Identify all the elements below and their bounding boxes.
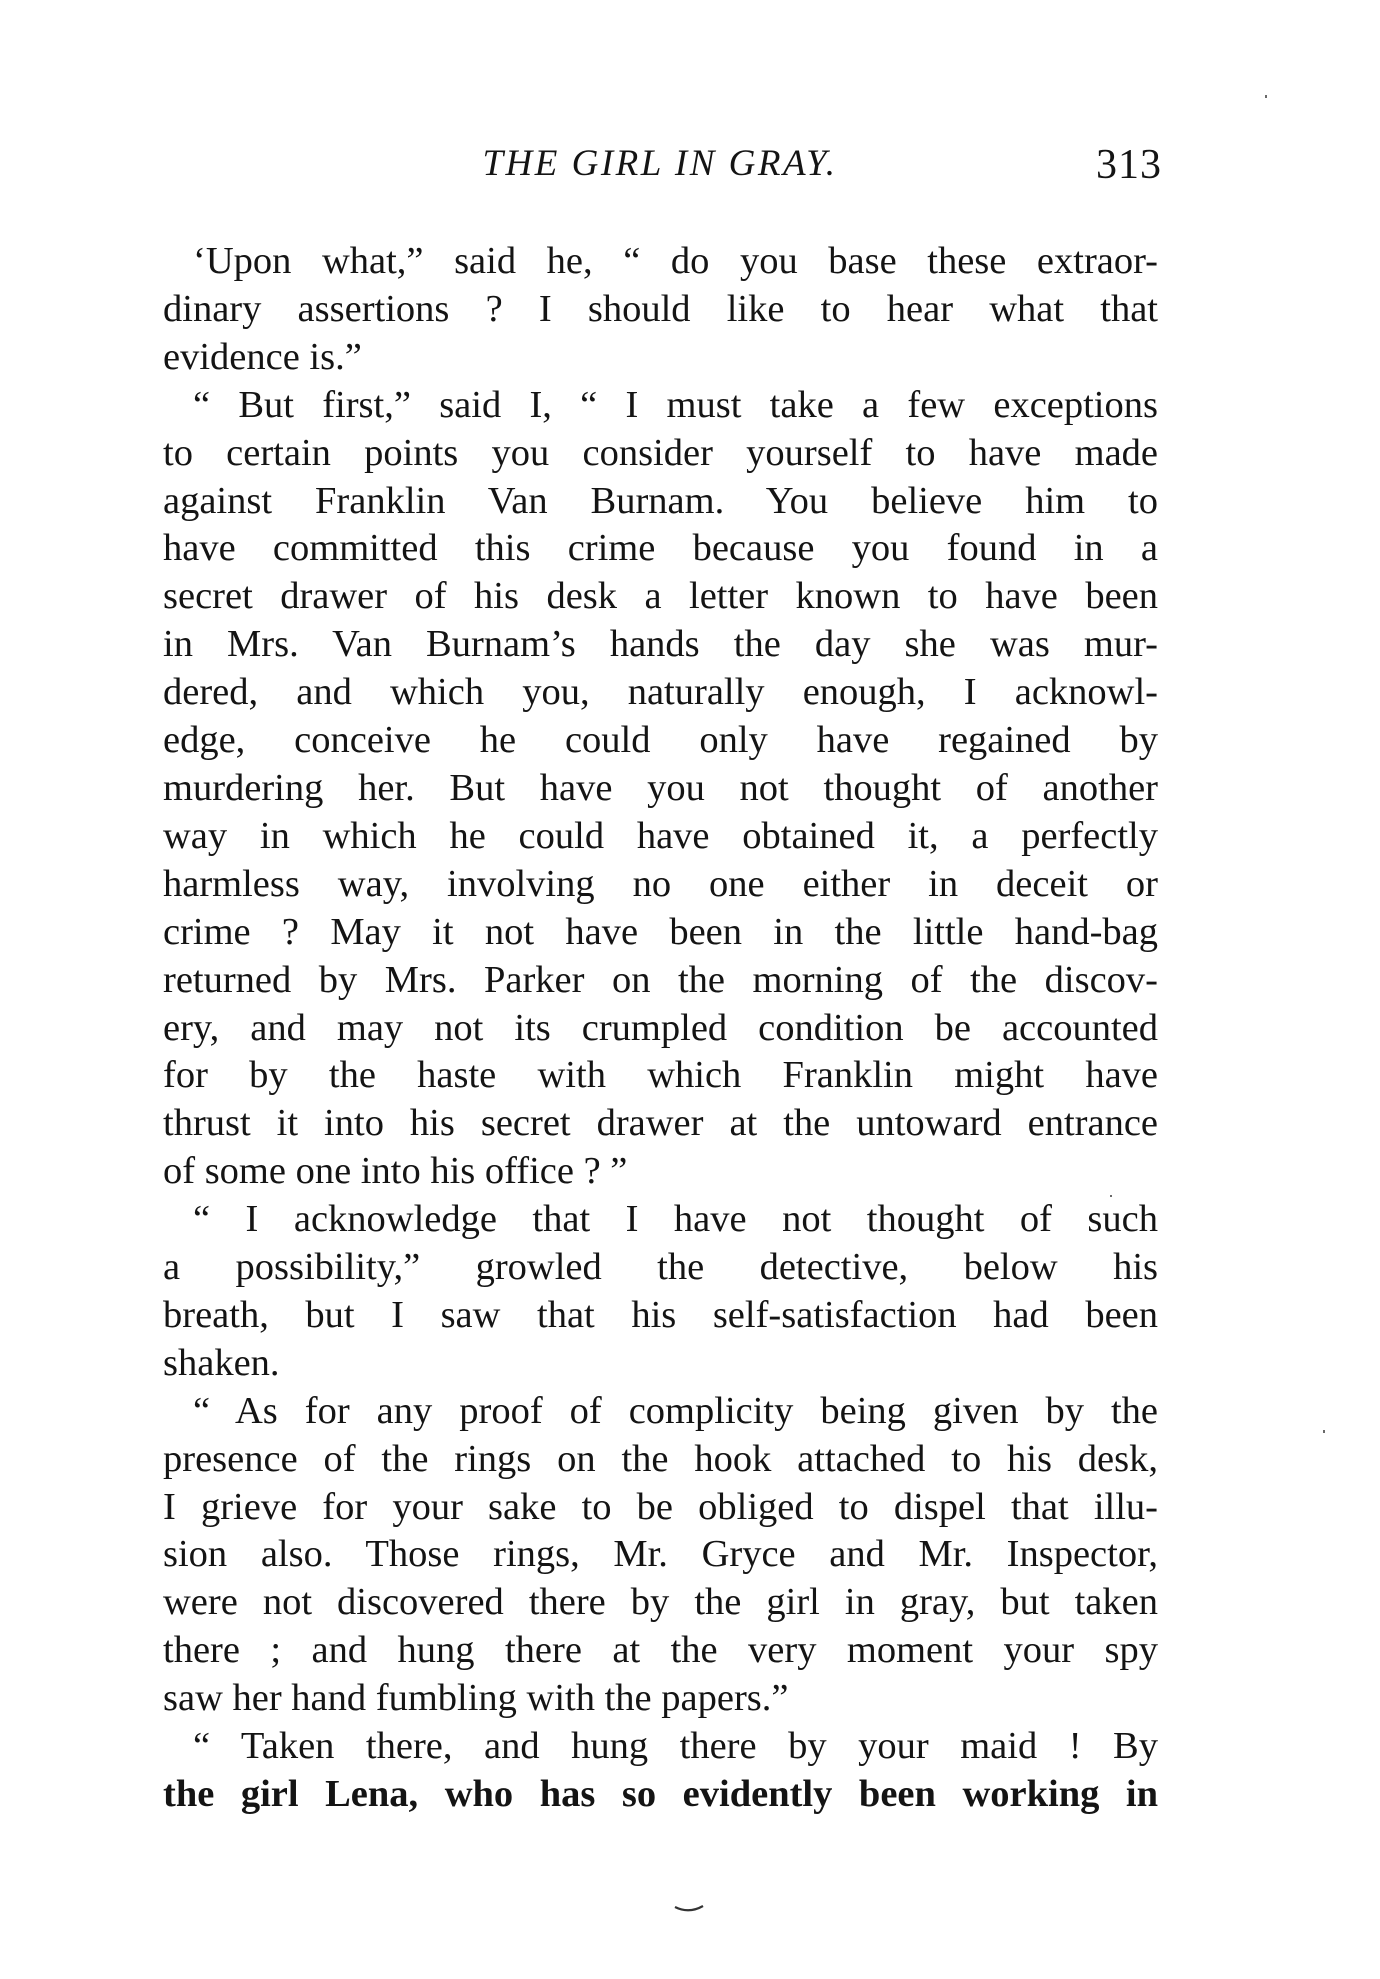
text-line: edge, conceive he could only have regained by: [163, 719, 1158, 762]
running-head: [160, 142, 1160, 192]
page-number: 313: [1096, 142, 1162, 188]
text-line: crime ? May it not have been in the little hand-bag: [163, 910, 1158, 953]
text-line: in Mrs. Van Burnam’s hands the day she was mur-: [163, 623, 1158, 666]
text-line: murdering her. But have you not thought of another: [163, 766, 1158, 809]
text-line: shaken.: [163, 1341, 280, 1384]
text-line: way in which he could have obtained it, a perfectly: [163, 814, 1158, 857]
printer-mark-icon: [674, 1904, 704, 1914]
text-line: thrust it into his secret drawer at the untoward entrance: [163, 1102, 1158, 1145]
text-line: evidence is.”: [163, 335, 362, 378]
body-text: [163, 238, 1158, 1819]
text-line: against Franklin Van Burnam. You believe him to: [163, 479, 1158, 522]
text-line: a possibility,” growled the detective, below his: [163, 1246, 1158, 1289]
text-line: returned by Mrs. Parker on the morning of the discov-: [163, 958, 1158, 1001]
text-line: for by the haste with which Franklin might have: [163, 1054, 1158, 1097]
text-line: dered, and which you, naturally enough, I acknowl-: [163, 671, 1158, 714]
text-line: there ; and hung there at the very moment your spy: [163, 1629, 1158, 1672]
text-line: “ As for any proof of complicity being given by the: [193, 1389, 1158, 1432]
text-line: ery, and may not its crumpled condition be accounted: [163, 1006, 1158, 1049]
text-line: breath, but I saw that his self-satisfaction had been: [163, 1293, 1158, 1336]
text-line: I grieve for your sake to be obliged to dispel that illu-: [163, 1485, 1158, 1528]
text-line: harmless way, involving no one either in deceit or: [163, 862, 1158, 905]
text-line: of some one into his office ? ”: [163, 1150, 628, 1193]
running-title: THE GIRL IN GRAY.: [482, 143, 838, 184]
speck: [1265, 95, 1267, 98]
text-line: sion also. Those rings, Mr. Gryce and Mr. Inspector,: [163, 1533, 1158, 1576]
text-line: “ I acknowledge that I have not thought of such: [193, 1198, 1158, 1241]
text-line: presence of the rings on the hook attached to his desk,: [163, 1437, 1158, 1480]
text-line: secret drawer of his desk a letter known to have been: [163, 575, 1158, 618]
text-line: to certain points you consider yourself to have made: [163, 431, 1158, 474]
text-line: ‘Upon what,” said he, “ do you base these extraor-: [193, 240, 1158, 282]
text-line: dinary assertions ? I should like to hear what that: [163, 287, 1158, 330]
text-line: saw her hand fumbling with the papers.”: [163, 1677, 789, 1720]
text-line: the girl Lena, who has so evidently been working in: [163, 1773, 1158, 1815]
text-line: were not discovered there by the girl in gray, but taken: [163, 1581, 1158, 1624]
text-line: “ Taken there, and hung there by your maid ! By: [193, 1725, 1158, 1768]
speck: [1323, 1430, 1325, 1433]
text-line: “ But first,” said I, “ I must take a few exceptions: [193, 383, 1158, 426]
text-line: have committed this crime because you found in a: [163, 527, 1158, 570]
speck: [1110, 1195, 1112, 1197]
